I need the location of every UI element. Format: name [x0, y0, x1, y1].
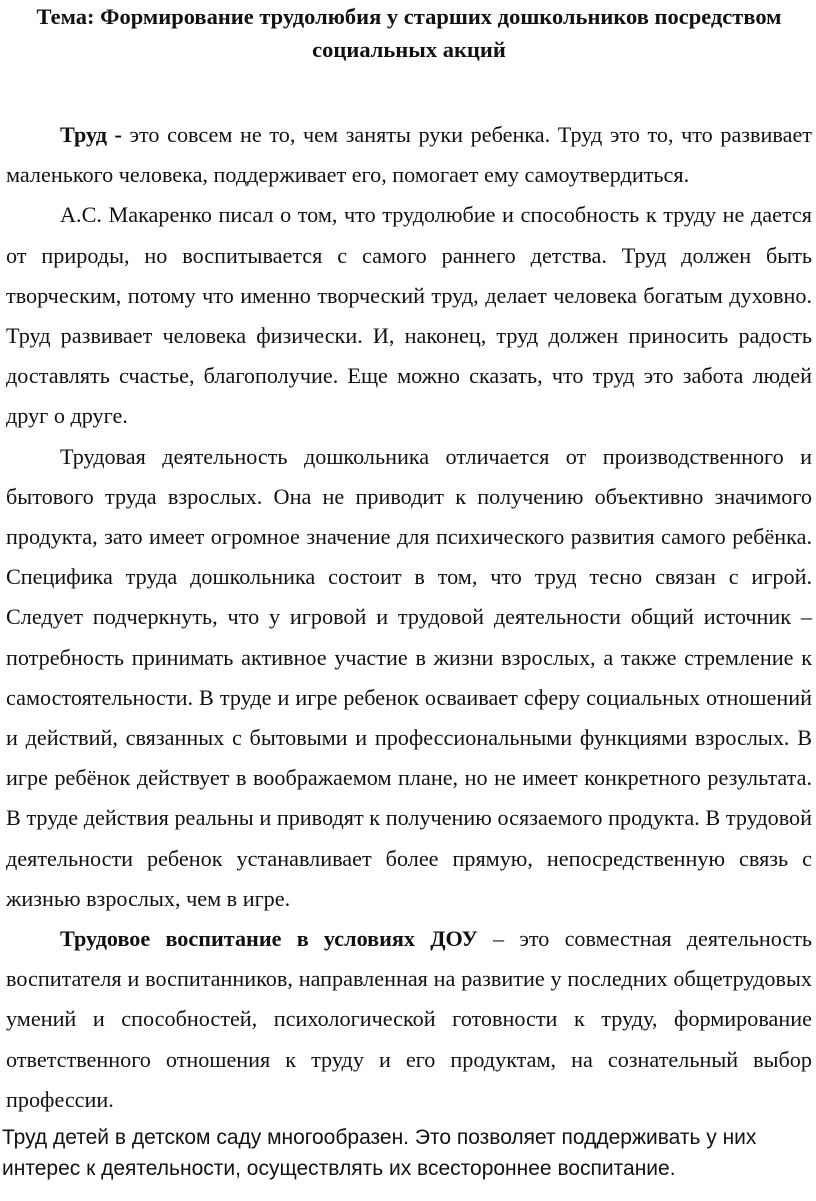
- paragraph-lead-bold: Трудовое воспитание в условиях ДОУ: [60, 926, 478, 952]
- paragraph-text: это совсем не то, чем заняты руки ребенка. Труд это то, что развивает маленького человека, поддерживает его, помогает ему самоутвердиться.: [6, 122, 812, 188]
- paragraph-preschool-labor: Трудовая деятельность дошкольника отличается от производственного и бытового труда взрослых. Она не приводит к получению объективно значимого продукта, зато имеет огромное значение для психического развития самого ребёнка. Специфика труда дошкольника состоит в том, что труд тесно связан с игрой. Следует подчеркнуть, что у игровой и трудовой деятельности общий источник – потребность принимать активное участие в жизни взрослых, а также стремление к самостоятельности. В труде и игре ребенок осваивает сферу социальных отношений и действий, связанных с бытовыми и профессиональными функциями взрослых. В игре ребёнок действует в воображаемом плане, но не имеет конкретного результата. В труде действия реальны и приводят к получению осязаемого продукта. В трудовой деятельности ребенок устанавливает более прямую, непосредственную связь с жизнью взрослых, чем в игре.: [6, 443, 812, 911]
- paragraph-lead-bold: Труд -: [60, 122, 122, 147]
- paragraph-labor-definition: [6, 115, 812, 195]
- paragraph-text: – это совместная деятельность воспитателя и воспитанников, направленная на развитие у последних общетрудовых умений и способностей, психологической готовности к труду, формирование ответственного отношения к труду и его продуктам, на сознательный выбор профессии.: [6, 926, 813, 1112]
- paragraph-makarenko: А.С. Макаренко писал о том, что трудолюбие и способность к труду не дается от природы, но воспитывается с самого раннего детства. Труд должен быть творческим, потому что именно творческий труд, делает человека богатым духовно. Труд развивает человека физически. И, наконец, труд должен приносить радость доставлять счастье, благополучие. Еще можно сказать, что труд это забота людей друг о друге.: [6, 202, 812, 429]
- paragraph-closing: Труд детей в детском саду многообразен. Это позволяет поддерживать у них интерес к деятельности, осуществлять их всестороннее воспитание.: [2, 1126, 757, 1181]
- paragraph-labor-education: [6, 919, 812, 1120]
- document-title: Тема: Формирование трудолюбия у старших дошкольников посредством социальных акций: [36, 4, 782, 62]
